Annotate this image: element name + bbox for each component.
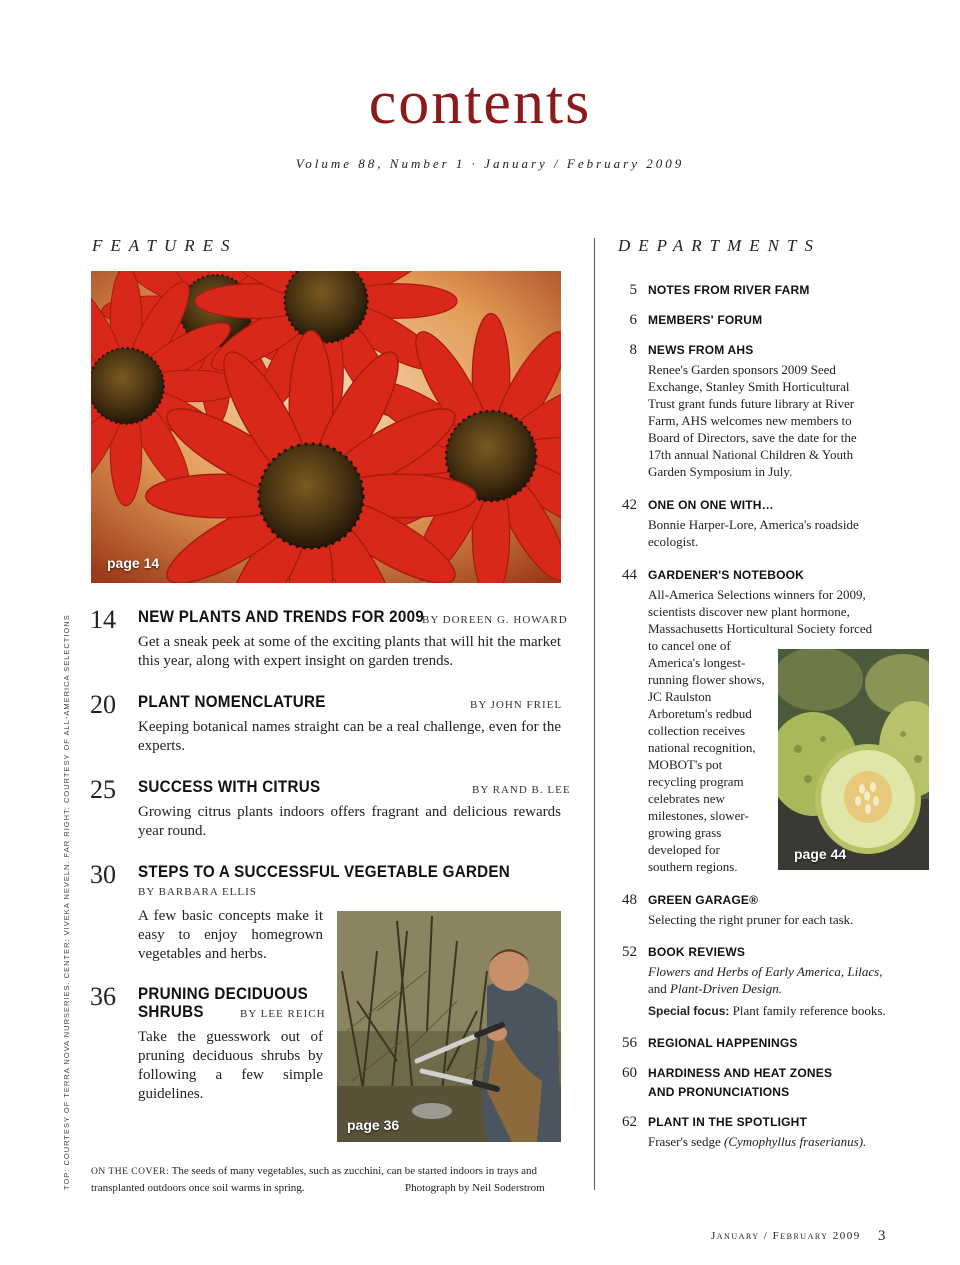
description-line: celebrates new	[648, 791, 725, 806]
department-title-continued[interactable]: AND PRONUNCIATIONS	[648, 1085, 790, 1099]
department-title[interactable]: NOTES FROM RIVER FARM	[648, 283, 810, 297]
photo-credit: TOP: COURTESY OF TERRA NOVA NURSERIES. CENTER: VIVEKA NEVELN. FAR RIGHT: COURTESY OF ALL-AMERICA SELECTIONS	[62, 614, 71, 1190]
department-description: Selecting the right pruner for each task.	[648, 912, 854, 927]
feature-title-continued[interactable]: SHRUBS	[138, 1003, 204, 1021]
feature-byline: BY DOREEN G. HOWARD	[422, 614, 568, 626]
feature-page-number: 30	[90, 860, 116, 889]
feature-description: Growing citrus plants indoors offers fragrant and delicious rewards year round.	[138, 804, 561, 839]
feature-title[interactable]: PRUNING DECIDUOUS	[138, 985, 308, 1003]
departments-heading: DEPARTMENTS	[618, 236, 821, 255]
special-focus-text: Plant family reference books.	[729, 1003, 886, 1018]
description-line: to cancel one of	[648, 638, 731, 653]
feature-byline: BY RAND B. LEE	[472, 784, 571, 796]
department-description	[648, 963, 898, 997]
description-line: running flower shows,	[648, 672, 765, 687]
description-line: JC Raulston	[648, 689, 712, 704]
description-line: Arboretum's redbud	[648, 706, 752, 721]
pruning-illustration	[337, 911, 561, 1142]
department-page-number: 56	[622, 1035, 637, 1051]
description-line: All-America Selections winners for 2009,	[648, 587, 866, 602]
department-description	[648, 586, 872, 654]
description-line: developed for	[648, 842, 720, 857]
feature-description: Get a sneak peek at some of the exciting plants that will hit the market this year, along with expert insight on garden trends.	[138, 634, 561, 669]
feature-description: Keeping botanical names straight can be a real challenge, even for the experts.	[138, 719, 561, 754]
department-title[interactable]: GARDENER'S NOTEBOOK	[648, 568, 804, 582]
department-page-number: 44	[622, 567, 637, 583]
melon-photo-page-tag: page 44	[794, 846, 847, 862]
description-line: scientists discover new plant hormone,	[648, 604, 850, 619]
department-page-number: 5	[629, 282, 637, 298]
feature-byline: BY LEE REICH	[240, 1008, 326, 1020]
coneflower-illustration	[91, 271, 561, 583]
footer-issue: January / February 2009	[711, 1230, 861, 1242]
feature-byline: BY JOHN FRIEL	[470, 699, 563, 711]
melon-illustration	[778, 649, 929, 870]
department-title[interactable]: ONE ON ONE WITH…	[648, 498, 774, 512]
melon-photo	[778, 649, 929, 870]
hero-photo-page-tag: page 14	[107, 555, 160, 571]
description-line: milestones, slower-	[648, 808, 749, 823]
description-line: Renee's Garden sponsors 2009 Seed	[648, 362, 836, 377]
book-titles-continued: and Plant-Driven Design.	[648, 981, 782, 996]
cover-note-text: The seeds of many vegetables, such as zucchini, can be started indoors in trays and	[169, 1165, 537, 1177]
description-line: growing grass	[648, 825, 722, 840]
feature-page-number: 36	[90, 982, 116, 1011]
description-line: Board of Directors, save the date for the	[648, 430, 857, 445]
department-description-continued	[648, 654, 776, 875]
description-line: Garden Symposium in July.	[648, 464, 793, 479]
description-line: Bonnie Harper-Lore, America's roadside	[648, 517, 859, 532]
description-line: Farm, AHS welcomes new members to	[648, 413, 852, 428]
feature-page-number: 14	[90, 605, 116, 634]
department-title[interactable]: NEWS FROM AHS	[648, 343, 754, 357]
page-title: contents	[368, 69, 592, 137]
feature-title[interactable]: PLANT NOMENCLATURE	[138, 693, 326, 711]
department-title[interactable]: BOOK REVIEWS	[648, 945, 746, 959]
department-title[interactable]: REGIONAL HAPPENINGS	[648, 1036, 798, 1050]
department-title[interactable]: MEMBERS' FORUM	[648, 313, 763, 327]
description-line: Trust grant funds future library at River	[648, 396, 855, 411]
feature-page-number: 25	[90, 775, 116, 804]
department-page-number: 52	[622, 944, 637, 960]
department-description	[648, 516, 859, 550]
department-title[interactable]: GREEN GARAGE®	[648, 893, 759, 907]
department-page-number: 8	[629, 342, 637, 358]
description-line: national recognition,	[648, 740, 756, 755]
coneflower-photo	[91, 271, 561, 583]
department-title[interactable]: PLANT IN THE SPOTLIGHT	[648, 1115, 808, 1129]
column-divider	[594, 238, 595, 1190]
description-line: 17th annual National Children & Youth	[648, 447, 854, 462]
issue-line: Volume 88, Number 1 · January / February 2009	[295, 156, 685, 171]
description-line: collection receives	[648, 723, 746, 738]
feature-title[interactable]: STEPS TO A SUCCESSFUL VEGETABLE GARDEN	[138, 863, 511, 881]
book-titles: Flowers and Herbs of Early America, Lilacs,	[648, 964, 883, 979]
department-page-number: 42	[622, 497, 637, 513]
department-page-number: 6	[629, 312, 637, 328]
special-focus	[648, 1002, 886, 1020]
description-line: ecologist.	[648, 534, 699, 549]
description-line: Exchange, Stanley Smith Horticultural	[648, 379, 850, 394]
feature-title[interactable]: NEW PLANTS AND TRENDS FOR 2009	[138, 608, 425, 626]
feature-description: A few basic concepts make it easy to enjoy homegrown vegetables and herbs.	[138, 908, 323, 962]
department-description	[648, 361, 857, 480]
description-line: America's longest-	[648, 655, 746, 670]
department-page-number: 60	[622, 1065, 637, 1081]
special-focus-label: Special focus:	[648, 1004, 730, 1018]
feature-description: Take the guesswork out of pruning deciduous shrubs by following a few simple guidelines.	[138, 1029, 323, 1102]
description-line: southern regions.	[648, 859, 738, 874]
features-heading: FEATURES	[92, 236, 238, 255]
department-title[interactable]: HARDINESS AND HEAT ZONES	[648, 1066, 833, 1080]
description-line: recycling program	[648, 774, 744, 789]
department-description: Fraser's sedge (Cymophyllus fraserianus).	[648, 1134, 867, 1149]
description-line: Massachusetts Horticultural Society forced	[648, 621, 873, 636]
cover-note-continued: transplanted outdoors once soil warms in spring.	[91, 1182, 305, 1194]
pruning-photo-page-tag: page 36	[347, 1117, 400, 1133]
department-page-number: 62	[622, 1114, 637, 1130]
feature-byline: BY BARBARA ELLIS	[138, 886, 257, 898]
cover-note-label: ON THE COVER:	[91, 1167, 170, 1177]
cover-photo-credit: Photograph by Neil Soderstrom	[405, 1182, 545, 1194]
page-number: 3	[878, 1228, 886, 1244]
description-line: MOBOT's pot	[648, 757, 723, 772]
department-page-number: 48	[622, 892, 637, 908]
feature-page-number: 20	[90, 690, 116, 719]
cover-note	[91, 1163, 561, 1180]
feature-title[interactable]: SUCCESS WITH CITRUS	[138, 778, 321, 796]
pruning-photo	[337, 911, 561, 1142]
